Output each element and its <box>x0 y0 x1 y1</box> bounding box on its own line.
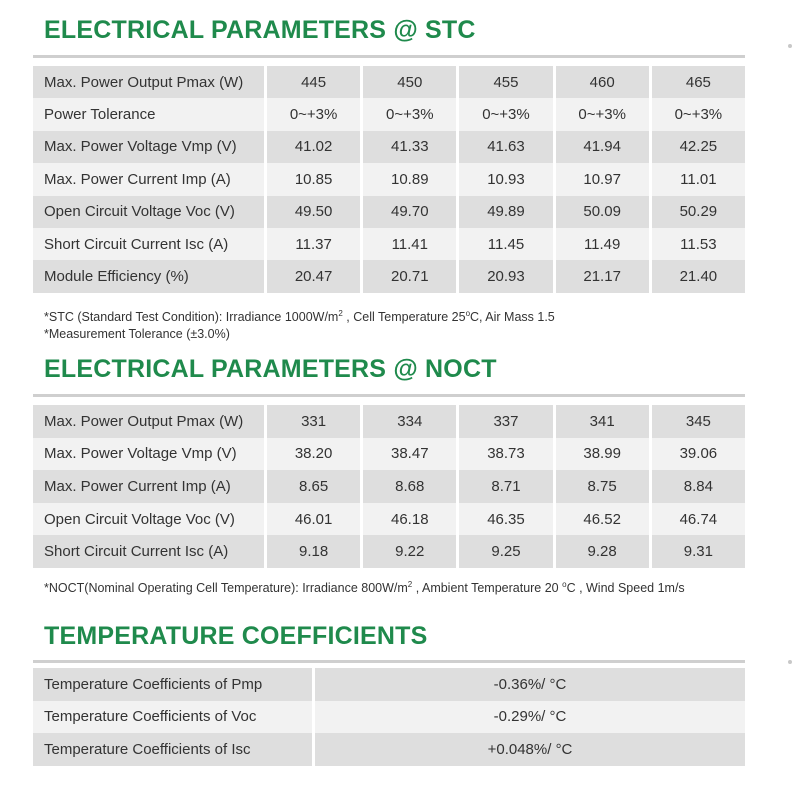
parameter-value: 0~+3% <box>360 98 456 130</box>
parameter-value: 42.25 <box>649 131 745 163</box>
parameter-value: 49.50 <box>264 196 360 228</box>
stc-heading: ELECTRICAL PARAMETERS @ STC <box>44 16 476 44</box>
noct-parameters-table <box>33 405 745 568</box>
table-row <box>33 66 745 98</box>
noct-footnote-text-end: C , Wind Speed 1m/s <box>566 581 685 596</box>
parameter-value: 331 <box>264 405 360 438</box>
table-row <box>33 228 745 260</box>
noct-footnote-degree: o <box>562 580 567 589</box>
noct-footnote <box>44 580 685 595</box>
temperature-heading: TEMPERATURE COEFFICIENTS <box>44 622 428 650</box>
parameter-value: 465 <box>649 66 745 98</box>
parameter-value: 46.35 <box>456 503 552 536</box>
parameter-value: 38.73 <box>456 438 552 471</box>
parameter-value: 337 <box>456 405 552 438</box>
parameter-value: 38.20 <box>264 438 360 471</box>
parameter-value: 10.97 <box>553 163 649 195</box>
parameter-label: Open Circuit Voltage Voc (V) <box>33 196 264 228</box>
parameter-value: 9.28 <box>553 535 649 568</box>
noct-footnote-text-mid: , Ambient Temperature 20 <box>412 581 563 596</box>
edge-mark <box>788 44 792 48</box>
parameter-label: Max. Power Output Pmax (W) <box>33 66 264 98</box>
temperature-table-body <box>33 668 745 766</box>
coefficient-label: Temperature Coefficients of Isc <box>33 733 312 766</box>
parameter-value: 41.02 <box>264 131 360 163</box>
parameter-value: 11.45 <box>456 228 552 260</box>
noct-heading-rule <box>33 394 745 397</box>
parameter-value: 38.47 <box>360 438 456 471</box>
parameter-label: Max. Power Voltage Vmp (V) <box>33 438 264 471</box>
table-row <box>33 405 745 438</box>
temperature-coefficients-table <box>33 668 745 766</box>
table-row <box>33 98 745 130</box>
parameter-value: 460 <box>553 66 649 98</box>
coefficient-value: +0.048%/ °C <box>312 733 745 766</box>
stc-footnote-text: *STC (Standard Test Condition): Irradiance 1000W/m <box>44 310 339 325</box>
parameter-value: 41.33 <box>360 131 456 163</box>
parameter-label: Short Circuit Current Isc (A) <box>33 535 264 568</box>
stc-parameters-table <box>33 66 745 293</box>
parameter-value: 46.52 <box>553 503 649 536</box>
parameter-label: Max. Power Current Imp (A) <box>33 470 264 503</box>
parameter-value: 38.99 <box>553 438 649 471</box>
parameter-value: 9.25 <box>456 535 552 568</box>
parameter-value: 11.37 <box>264 228 360 260</box>
parameter-value: 11.01 <box>649 163 745 195</box>
parameter-value: 49.89 <box>456 196 552 228</box>
coefficient-label: Temperature Coefficients of Voc <box>33 701 312 734</box>
parameter-value: 0~+3% <box>264 98 360 130</box>
parameter-value: 20.47 <box>264 260 360 292</box>
parameter-value: 46.18 <box>360 503 456 536</box>
parameter-value: 9.22 <box>360 535 456 568</box>
parameter-value: 49.70 <box>360 196 456 228</box>
stc-footnote <box>44 309 555 324</box>
parameter-value: 11.49 <box>553 228 649 260</box>
stc-footnote-text-mid: , Cell Temperature 25 <box>342 310 466 325</box>
parameter-value: 0~+3% <box>456 98 552 130</box>
parameter-value: 9.31 <box>649 535 745 568</box>
parameter-value: 8.65 <box>264 470 360 503</box>
parameter-value: 11.53 <box>649 228 745 260</box>
parameter-value: 8.75 <box>553 470 649 503</box>
table-row <box>33 163 745 195</box>
parameter-label: Module Efficiency (%) <box>33 260 264 292</box>
table-row <box>33 535 745 568</box>
parameter-value: 21.17 <box>553 260 649 292</box>
stc-footnote-degree: o <box>465 309 471 318</box>
noct-footnote-text: *NOCT(Nominal Operating Cell Temperature): Irradiance 800W/m <box>44 581 408 596</box>
coefficient-value: -0.36%/ °C <box>312 668 745 701</box>
parameter-value: 8.68 <box>360 470 456 503</box>
table-row <box>33 701 745 734</box>
parameter-value: 46.01 <box>264 503 360 536</box>
parameter-label: Max. Power Voltage Vmp (V) <box>33 131 264 163</box>
parameter-value: 345 <box>649 405 745 438</box>
parameter-label: Short Circuit Current Isc (A) <box>33 228 264 260</box>
parameter-value: 10.89 <box>360 163 456 195</box>
parameter-value: 450 <box>360 66 456 98</box>
parameter-label: Open Circuit Voltage Voc (V) <box>33 503 264 536</box>
noct-footnote-sup: 2 <box>407 580 413 589</box>
stc-footnote-text-end: C, Air Mass 1.5 <box>470 310 555 325</box>
table-row <box>33 196 745 228</box>
table-row <box>33 733 745 766</box>
temperature-heading-rule <box>33 660 745 663</box>
table-row <box>33 503 745 536</box>
parameter-value: 8.84 <box>649 470 745 503</box>
parameter-value: 334 <box>360 405 456 438</box>
noct-heading: ELECTRICAL PARAMETERS @ NOCT <box>44 355 497 383</box>
noct-table-body <box>33 405 745 568</box>
parameter-value: 50.29 <box>649 196 745 228</box>
table-row <box>33 438 745 471</box>
edge-mark <box>788 660 792 664</box>
table-row <box>33 470 745 503</box>
parameter-value: 46.74 <box>649 503 745 536</box>
parameter-value: 11.41 <box>360 228 456 260</box>
parameter-value: 8.71 <box>456 470 552 503</box>
parameter-value: 0~+3% <box>649 98 745 130</box>
parameter-value: 41.63 <box>456 131 552 163</box>
parameter-value: 20.93 <box>456 260 552 292</box>
parameter-value: 445 <box>264 66 360 98</box>
parameter-value: 10.85 <box>264 163 360 195</box>
parameter-value: 41.94 <box>553 131 649 163</box>
parameter-value: 20.71 <box>360 260 456 292</box>
parameter-value: 455 <box>456 66 552 98</box>
table-row <box>33 260 745 292</box>
parameter-label: Max. Power Current Imp (A) <box>33 163 264 195</box>
parameter-value: 50.09 <box>553 196 649 228</box>
parameter-value: 39.06 <box>649 438 745 471</box>
stc-footnote-sup: 2 <box>338 309 343 318</box>
table-row <box>33 131 745 163</box>
parameter-value: 341 <box>553 405 649 438</box>
stc-heading-rule <box>33 55 745 58</box>
coefficient-value: -0.29%/ °C <box>312 701 745 734</box>
parameter-value: 10.93 <box>456 163 552 195</box>
parameter-value: 0~+3% <box>553 98 649 130</box>
table-row <box>33 668 745 701</box>
stc-table-body <box>33 66 745 293</box>
parameter-label: Power Tolerance <box>33 98 264 130</box>
parameter-value: 21.40 <box>649 260 745 292</box>
measurement-tolerance-note: *Measurement Tolerance (±3.0%) <box>44 327 230 341</box>
coefficient-label: Temperature Coefficients of Pmp <box>33 668 312 701</box>
parameter-value: 9.18 <box>264 535 360 568</box>
parameter-label: Max. Power Output Pmax (W) <box>33 405 264 438</box>
